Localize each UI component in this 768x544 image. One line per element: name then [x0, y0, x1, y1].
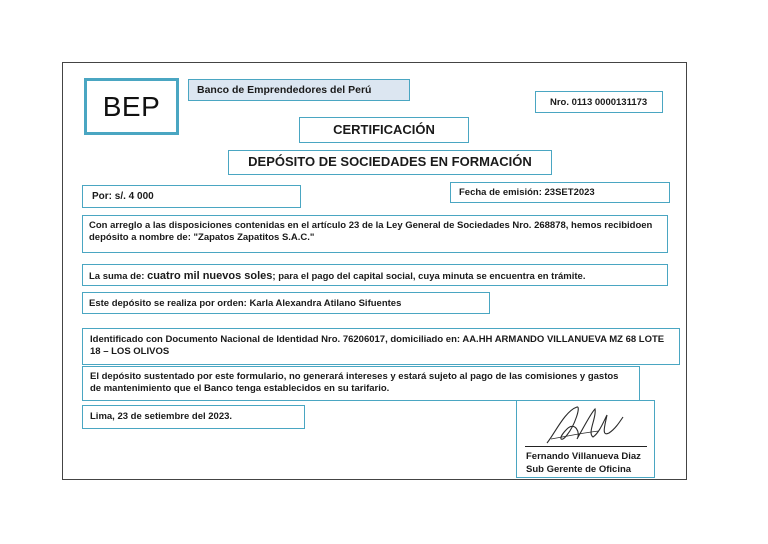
terms-notice: El depósito sustentado por este formulario, no generará intereses y estará sujeto al pago de las comisiones y gastos de mantenimiento que el Banco tenga establecidos en su tarifario.: [82, 366, 640, 401]
issue-date: Fecha de emisión: 23SET2023: [450, 182, 670, 203]
amount-suffix: ; para el pago del capital social, cuya minuta se encuentra en trámite.: [272, 271, 586, 282]
signer-name: Fernando Villanueva Diaz: [526, 451, 641, 462]
bank-logo: [84, 78, 179, 135]
amount-field: Por: s/. 4 000: [82, 185, 301, 208]
signature-block: [516, 400, 655, 478]
legal-statement: Con arreglo a las disposiciones contenidas en el artículo 23 de la Ley General de Sociedades Nro. 268878, hemos recibidoen depósito a nombre de: "Zapatos Zapatitos S.A.C.": [82, 215, 668, 253]
logo-text: BEP: [102, 90, 161, 122]
amount-in-words: [82, 264, 668, 286]
signer-role: Sub Gerente de Oficina: [526, 464, 632, 475]
amount-prefix: La suma de:: [89, 271, 148, 282]
identification-line: Identificado con Documento Nacional de Identidad Nro. 76206017, domiciliado en: AA.HH ARMANDO VILLANUEVA MZ 68 LOTE 18 – LOS OLIVOS: [82, 328, 680, 365]
signature-image: [537, 403, 627, 449]
bank-name: Banco de Emprendedores del Perú: [188, 79, 410, 101]
depositor-line: Este depósito se realiza por orden: Karla Alexandra Atilano Sifuentes: [82, 292, 490, 314]
place-date: Lima, 23 de setiembre del 2023.: [82, 405, 305, 429]
certificate-number: Nro. 0113 0000131173: [535, 91, 663, 113]
signature-line: [525, 446, 647, 447]
document-title: CERTIFICACIÓN: [299, 117, 469, 143]
amount-words: cuatro mil nuevos soles: [147, 270, 273, 282]
document-subtitle: DEPÓSITO DE SOCIEDADES EN FORMACIÓN: [228, 150, 552, 175]
